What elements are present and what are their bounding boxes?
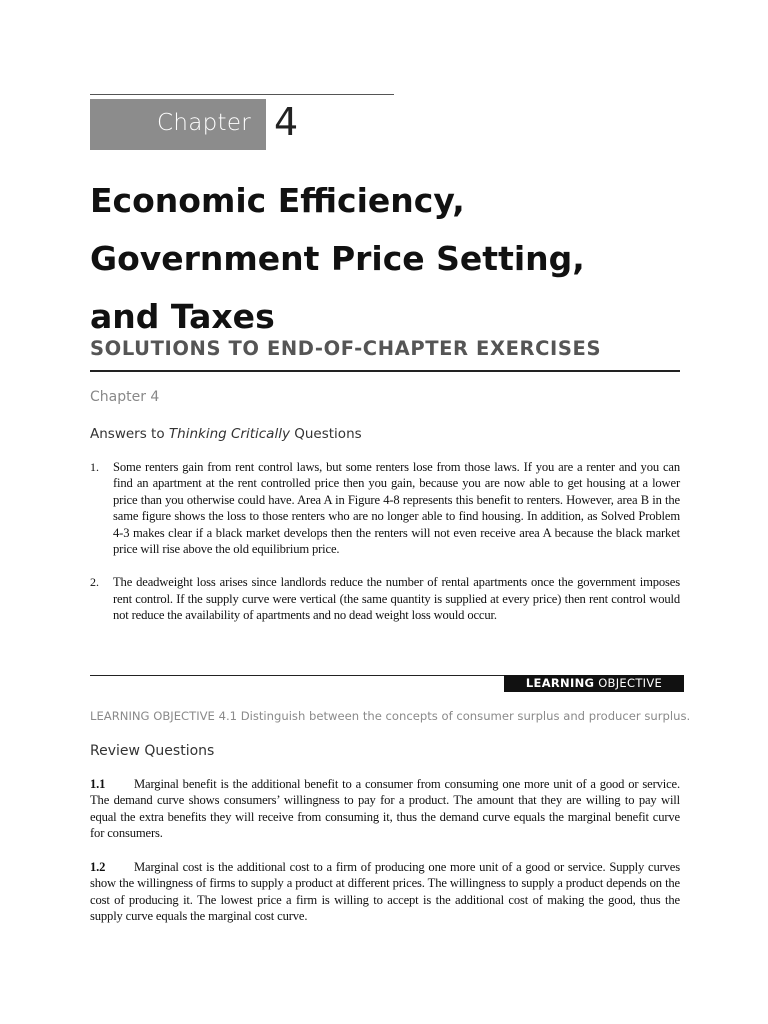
section-rule xyxy=(90,370,680,372)
review-question-text xyxy=(90,859,680,925)
item-number: 2. xyxy=(90,575,99,590)
badge-bold-text: LEARNING xyxy=(525,676,595,690)
list-item xyxy=(90,574,680,623)
review-question-number: 1.1 xyxy=(90,777,106,791)
chapter-title-line-3: and Taxes xyxy=(90,297,275,336)
review-questions-heading: Review Questions xyxy=(90,743,215,759)
review-question-body: Marginal benefit is the additional benefit to a consumer from consuming one more unit of a good or service. The demand curve shows consumers’ willingness to pay for a product. The amount that they are willing to pay will equal the extra benefits they will receive from consuming it, thus the demand curve equals the marginal benefit curve for consumers. xyxy=(90,777,680,841)
chapter-number: 4 xyxy=(274,100,299,144)
chapter-title-line-2: Government Price Setting, xyxy=(90,239,585,278)
item-text: The deadweight loss arises since landlords reduce the number of rental apartments once the government imposes rent control. If the supply curve were vertical (the same quantity is supplied at every price) then rent control would not reduce the availability of apartments and no dead weight loss would occur. xyxy=(113,575,680,623)
answers-heading-suffix: Questions xyxy=(289,426,362,442)
badge-normal-text: OBJECTIVE xyxy=(594,676,663,690)
chapter-title xyxy=(90,172,730,346)
list-item xyxy=(90,459,680,557)
top-rule xyxy=(90,94,394,95)
review-question xyxy=(90,776,680,842)
chapter-subheading: Chapter 4 xyxy=(90,389,160,405)
answers-heading xyxy=(90,426,362,442)
section-heading: SOLUTIONS TO END-OF-CHAPTER EXERCISES xyxy=(90,337,602,360)
item-number: 1. xyxy=(90,460,99,474)
answers-heading-italic: Thinking Critically xyxy=(168,426,290,442)
thinking-critically-list xyxy=(90,459,680,641)
review-question-body: Marginal cost is the additional cost to a firm of producing one more unit of a good or service. Supply curves show the willingness of firms to supply a product at different prices. The willingness to supply a product depends on the cost of producing it. The lowest price a firm is willing to accept is the additional cost of making the good, thus the supply curve equals the marginal cost curve. xyxy=(90,860,680,924)
item-text: Some renters gain from rent control laws, but some renters lose from those laws. If you are a renter and you can find an apartment at the rent controlled price then you gain, because you are now able to get housing at a lower price than you otherwise could have. Area A in Figure 4-8 represents this benefit to renters. However, area B in the same figure shows the loss to those renters who are no longer able to find housing. In addition, as Solved Problem 4-3 makes clear if a black market develops then the renters will not even receive area A because the black market price will rise above the old equilibrium price. xyxy=(113,460,680,557)
review-question-text xyxy=(90,776,680,842)
learning-objective-statement: LEARNING OBJECTIVE 4.1 Distinguish between the concepts of consumer surplus and producer surplus. xyxy=(90,709,691,723)
chapter-label: Chapter xyxy=(157,110,252,136)
review-question-number: 1.2 xyxy=(90,860,106,874)
chapter-title-line-1: Economic Efficiency, xyxy=(90,181,465,220)
answers-heading-prefix: Answers to xyxy=(90,426,169,442)
learning-objective-badge xyxy=(504,675,684,692)
review-question xyxy=(90,859,680,925)
